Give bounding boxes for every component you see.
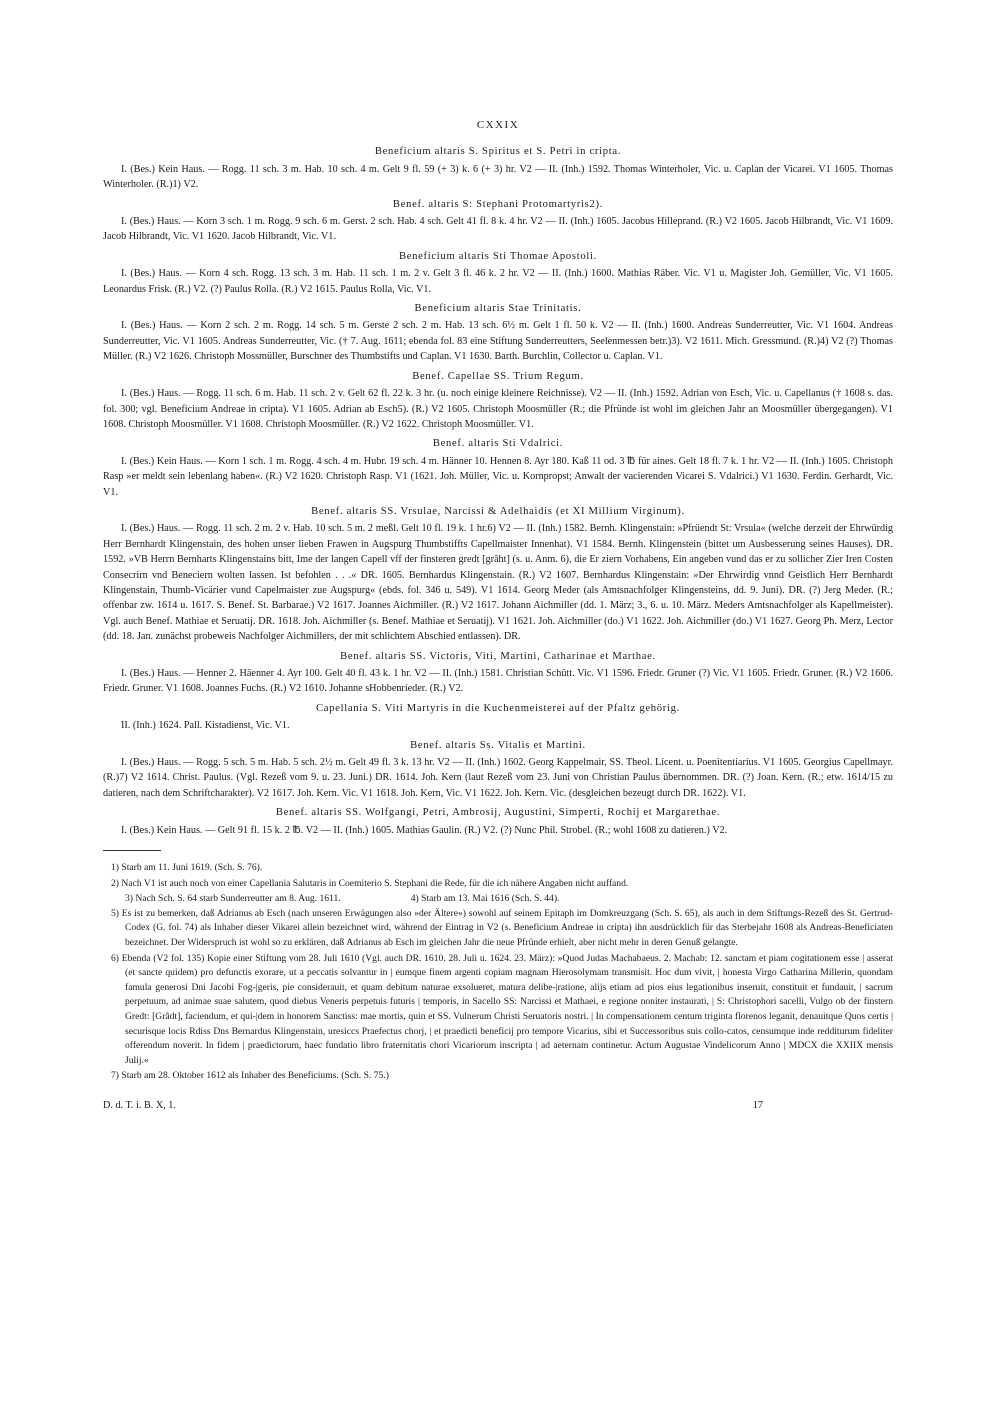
page-number: CXXIX	[476, 119, 520, 131]
section-body: I. (Bes.) Haus. — Korn 2 sch. 2 m. Rogg. 14 sch. 5 m. Gerste 2 sch. 2 m. Hab. 13 sch. 6½ m. Gelt 1 fl. 50 k. V2 — II. (Inh.) 1600. Andreas Sunderreutter, Vic. V1 1604. Andreas Sunderreutter, Vic. V1 1605. Andreas Sunderreutter, Vic. († 7. Aug. 1611; ebenda fol. 83 eine Stiftung Sunderreutters, Seelenmessen betr.)3). V2 1611. Mich. Gressmund. (R.)4) V2 (?) Thomas Müller. (R.) V2 1626. Christoph Mossmüller, Burschner des Thumbstifts und Caplan. V1 1630. Barth. Burchlin, Collector u. Caplan. V1.	[103, 320, 893, 363]
benefice-section	[103, 738, 893, 802]
benefice-section	[103, 197, 893, 245]
benefice-section	[103, 369, 893, 433]
footnote-7: 7) Starb am 28. Oktober 1612 als Inhaber des Beneficiums. (Sch. S. 75.)	[111, 1070, 389, 1082]
section-body: I. (Bes.) Haus. — Rogg. 11 sch. 6 m. Hab. 11 sch. 2 v. Gelt 62 fl. 22 k. 3 hr. (u. noch einige kleinere Reichnisse). V2 — II. (Inh.) 1592. Adrian von Esch, Vic. u. Capellanus († 1608 s. das. fol. 300; vgl. Beneficium Andreae in cripta). V1 1605. Adrian ab Esch5). (R.) V2 1605. Christoph Moosmüller (R.; die Pfründe ist wohl im gleichen Jahr an Moosmüller übergegangen). V1 1608. Christoph Moosmüller. V1 1608. Christoph Moosmüller. (R.) V2 1622. Christoph Moosmüller. V1.	[103, 388, 893, 430]
benefice-section	[103, 805, 893, 838]
signature-mark: D. d. T. i. B. X, 1.	[103, 1099, 176, 1111]
section-body: I. (Bes.) Kein Haus. — Rogg. 11 sch. 3 m. Hab. 10 sch. 4 m. Gelt 9 fl. 59 (+ 3) k. 6 (+ 3) hr. V2 — II. (Inh.) 1592. Thomas Winterholer, Vic. u. Caplan der Vicarei. V1 1605. Thomas Winterholer. (R.)1) V2.	[103, 163, 893, 191]
footnote-4: 4) Starb am 13. Mai 1616 (Sch. S. 44).	[410, 893, 560, 905]
section-body: I. (Bes.) Haus. — Rogg. 5 sch. 5 m. Hab. 5 sch. 2½ m. Gelt 49 fl. 3 k. 13 hr. V2 — II. (Inh.) 1602. Georg Kappelmair, SS. Theol. Licent. u. Poenitentiarius. V1 1605. Georgius Capellmayr. (R.)7) V2 1614. Christ. Paulus. (Vgl. Rezeß vom 9. u. 23. Juni.) DR. 1614. Joh. Kern (laut Rezeß vom 23. Juni von Christian Paulus übernommen. DR. (?) Joan. Kern. (R.; etw. 1614/15 zu datieren, nach dem Schriftcharakter). V2 1617. Joh. Kern. Vic. V1 1618. Joh. Kern, Vic. V1 1622. Joh. Kern. Vic. (desgleichen bezeugt durch DR. 1622). V1.	[103, 757, 893, 799]
benefice-section	[103, 436, 893, 500]
benefice-section	[103, 144, 893, 192]
section-title: Beneficium altaris Sti Thomae Apostoli.	[398, 250, 598, 262]
footnote-5: 5) Es ist zu bemerken, daß Adrianus ab Esch (nach unseren Erwägungen also »der Ältere«) sowohl auf seinem Epitaph im Domkreuzgang (Sch. S. 65), als auch in dem Stiftungs-Rezeß des St. Gertrud-Codex (G. fol. 74) als Inhaber dieser Vikarei allein bezeichnet wird, während der Eintrag in V2 (s. Beneficium Andreae in cripta) ihn ausdrücklich für das Sterbejahr 1608 als Andreas-Beneficiaten bezeichnet. Der Widerspruch ist wohl so zu erklären, daß Adrianus ab Esch im gleichen Jahr die neue Pfründe erhielt, aber nicht mehr in deren Genuß gelangte.	[111, 907, 893, 949]
footnote-row-3-4	[103, 892, 893, 907]
page-footer	[103, 1098, 893, 1113]
section-title: Benef. altaris SS. Victoris, Viti, Martini, Catharinae et Marthae.	[340, 650, 656, 662]
footnote-3: 3) Nach Sch. S. 64 starb Sunderreutter am 8. Aug. 1611.	[125, 893, 341, 905]
footnote-divider	[103, 850, 161, 851]
footnote-1: 1) Starb am 11. Juni 1619. (Sch. S. 76).	[111, 862, 263, 874]
footnote-6: 6) Ebenda (V2 fol. 135) Kopie einer Stiftung vom 28. Juli 1610 (Vgl. auch DR. 1610. 28. Juli u. 1624. 23. März): »Quod Judas Machabaeus. 2. Machab: 12. sanctam et piam cogitationem esse | asserat (et sancte quidem) pro defunctis exorare, ut a peccatis solvantur in | eumque finem argenti copiam magnam Hierosolymam transmisit. Hoc dum vivit, | honesta Virgo Catharina Millerin, quondam famula generosi Dni Jacobi Fog-|geris, pie considerauit, et quam debitum naturae exsolueret, matura delibe-|ratione, alijs etiam ad pios eius legationibus inseruit, constituit et fundauit, | sacrum perpetuum, ad animae suae salutem, quod diebus Veneris perpetuis futuris | temporis, in Sacello SS: Narcissi et Mathaei, e regione noniter instaurati, | S: Christophori sacelli, Vulgo ob der finstern Gredt: [Grâdt], faciendum, et qui-|dem in honorem Sanctiss: mae mortis, quin et SS. Vulnerum Christi Seruatoris nostri. | In compensationem centum triginta florenos leganit, denauitque Quos certis | securisque locis Rdiss Dns Bernardus Klingenstain, uresiccs Praefectus chorj, | et praedicti beneficij pro tempore Vicarius, sibi et Successoribus suis collo-catos, censumque inde redditurum fideliter offerendum noverit. In fidem | praedictorum, haec fundatio libro fraternitatis chori Vicariorum inscripta | ad aeternam continetur. Actum Augustae Vindelicorum Anno | MDCX die XXIIX mensis Julij.«	[111, 952, 893, 1066]
section-title: Beneficium altaris S. Spiritus et S. Petri in cripta.	[374, 146, 622, 158]
sheet-number: 17	[752, 1099, 763, 1111]
section-title: Capellania S. Viti Martyris in die Kuchenmeisterei auf der Pfaltz gehörig.	[316, 702, 680, 714]
benefice-section	[103, 649, 893, 697]
benefice-section	[103, 249, 893, 297]
section-body: I. (Bes.) Kein Haus. — Gelt 91 fl. 15 k. 2 ℔. V2 — II. (Inh.) 1605. Mathias Gaulin. (R.) V2. (?) Nunc Phil. Strobel. (R.; wohl 1608 zu datieren.) V2.	[121, 824, 728, 836]
benefice-section	[103, 301, 893, 365]
section-title: Benef. altaris Sti Vdalrici.	[432, 438, 564, 450]
section-title: Benef. altaris S: Stephani Protomartyris2).	[392, 198, 604, 210]
section-title: Benef. altaris Ss. Vitalis et Martini.	[410, 739, 586, 751]
footnotes	[103, 861, 893, 1084]
section-body: II. (Inh.) 1624. Pall. Kistadienst, Vic. V1.	[121, 720, 290, 732]
section-body: I. (Bes.) Haus. — Rogg. 11 sch. 2 m. 2 v. Hab. 10 sch. 5 m. 2 meßl. Gelt 10 fl. 19 k. 1 hr.6) V2 — II. (Inh.) 1582. Bernh. Klingenstain: »Pfrüendt St: Vrsula« (welche derzeit der Ehrwürdig Herr Bernhardt Klingenstain, des hohen unser lieben Frawen in Augspurg Thumbstiffts Capellmaister Innenhat). V1 1584. Bernh. Klingenstein (bittet um Ausbesserung seines Hauses). DR. 1592. »VB Herrn Bernharts Klingenstains bitt, Ime der langen Capell vff der finsteren gredt [grâht] (s. u. Anm. 6), die Er ziern Vorhabens, Ein angeben vund das er zu sollicher Zier Iren Costen Consecrirn vnd Beneciern wolten lassen. Ist befohlen . . .« DR. 1605. Bernhardus Klingenstain. (R.) V2 1607. Bernhardus Klingenstain: »Der Ehrwirdig vnnd Geistlich Herr Bernhardt Klingenstain, Thumb-Vicärier vund Capelmaister zue Augspurg« (ebds. fol. 346 u. 549). V1 1614. Georg Meder (als Amtsnachfolger Klingensteins, dd. 9. Juni). DR. (?) Jerg Meder. (R.; offenbar zw. 1614 u. 1617. S. Benef. St. Barbarae.) V2 1617. Joannes Aichmiller. (R.) V2 1617. Johann Aichmiller (dd. 1. März; 3., 6. u. 10. März. Meders Amtsnachfolger als Kapellmeister). Vgl. auch Benef. Mathiae et Seruatij. DR. 1618. Joh. Aichmiller (s. Benef. Mathiae et Seruatij). V1 1621. Joh. Aichmiller (do.) V1 1622. Joh. Aichmiller (do.) V1 1627. Georg Ph. Merz, Lector (dd. 18. Jan. zunächst probeweis Nachfolger Aichmillers, der mit schlichtem Abschied entlassen). DR.	[103, 523, 893, 643]
benefice-section	[103, 701, 893, 734]
section-body: I. (Bes.) Kein Haus. — Korn 1 sch. 1 m. Rogg. 4 sch. 4 m. Hubr. 19 sch. 4 m. Hänner 10. Hennen 8. Ayr 180. Kaß 11 od. 3 ℔ für aines. Gelt 18 fl. 7 k. 1 hr. V2 — II. (Inh.) 1605. Christoph Rasp »er meldt sein lebenlang haben«. (R.) V2 1620. Christoph Rasp. V1 (1621. Joh. Müller, Vic. u. Kornpropst; Anwalt der vacierenden Vicarei S. Vdalrici.) V1 1630. Ferdin. Gerhardt, Vic. V1.	[103, 455, 893, 498]
footnote-2: 2) Nach V1 ist auch noch von einer Capellania Salutaris in Coemiterio S. Stephani die Rede, für die ich nähere Angaben nicht auffand.	[111, 877, 629, 889]
section-title: Benef. altaris SS. Wolfgangi, Petri, Ambrosij, Augustini, Simperti, Rochij et Margarethae.	[275, 807, 721, 819]
section-body: I. (Bes.) Haus. — Korn 4 sch. Rogg. 13 sch. 3 m. Hab. 11 sch. 1 m. 2 v. Gelt 3 fl. 46 k. 2 hr. V2 — II. (Inh.) 1600. Mathias Räber. Vic. V1 u. Magister Joh. Gemüller, Vic. V1 1605. Leonardus Frisk. (R.) V2. (?) Paulus Rolla. (R.) V2 1615. Paulus Rolla, Vic. V1.	[103, 268, 893, 295]
section-title: Beneficium altaris Stae Trinitatis.	[414, 303, 582, 315]
section-title: Benef. Capellae SS. Trium Regum.	[412, 370, 584, 382]
section-body: I. (Bes.) Haus. — Korn 3 sch. 1 m. Rogg. 9 sch. 6 m. Gerst. 2 sch. Hab. 4 sch. Gelt 41 fl. 8 k. 4 hr. V2 — II. (Inh.) 1605. Jacobus Hilleprand. (R.) V2 1605. Jacob Hilbrandt, Vic. V1 1609. Jacob Hilbrandt, Vic. V1 1620. Jacob Hilbrandt, Vic. V1.	[103, 216, 893, 243]
document-page	[103, 118, 893, 1113]
section-title: Benef. altaris SS. Vrsulae, Narcissi & Adelhaidis (et XI Millium Virginum).	[311, 505, 685, 517]
section-body: I. (Bes.) Haus. — Henner 2. Häenner 4. Ayr 100. Gelt 40 fl. 43 k. 1 hr. V2 — II. (Inh.) 1581. Christian Schütt. Vic. V1 1596. Friedr. Gruner (?) Vic. V1 1605. Friedr. Gruner. (R.) V2 1606. Friedr. Gruner. V1 1608. Joannes Fuchs. (R.) V2 1610. Johanne sHobbenrieder. (R.) V2.	[103, 668, 893, 695]
benefice-section	[103, 504, 893, 645]
